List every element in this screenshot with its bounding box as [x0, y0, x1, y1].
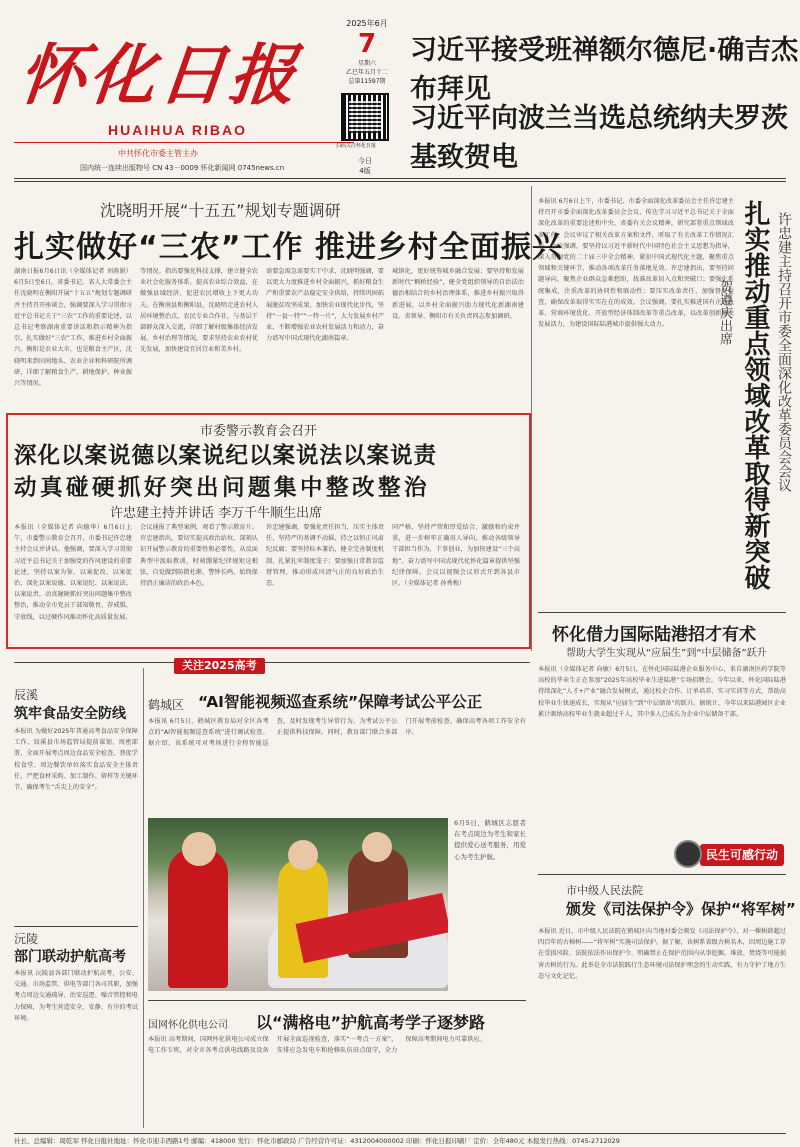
- date-year-month: 2025年6月: [346, 19, 388, 28]
- date-issue: 总第11597期: [348, 78, 386, 85]
- date-day: 7: [357, 29, 377, 59]
- qr-caption: 扫码关注怀化日报: [336, 143, 377, 149]
- date-lunar: 乙巳年五月十二: [345, 69, 388, 76]
- livelihood-badge: 民生可感行动: [700, 844, 784, 866]
- bottom-col-divider: [143, 668, 144, 1128]
- port-headline[interactable]: 怀化借力国际陆港招才有术: [552, 625, 756, 645]
- right-rule-2: [538, 874, 786, 875]
- boxed-headline-line2[interactable]: 动真碰硬抓好突出问题集中整改整治: [14, 475, 431, 501]
- boxed-subhead: 许忠建主持并讲话 李万千牛顺生出席: [110, 506, 323, 521]
- yuanling-headline[interactable]: 部门联动护航高考: [14, 949, 126, 965]
- page-count: 4版: [359, 167, 371, 175]
- port-body: 本报讯（全媒体记者 向敏）6月5日，在怀化国际陆港企业服务中心，来自湖南医药学院等高校的毕业生正在参加“2025年高校毕业生进陆港”专场招聘会。今年以来，怀化国际陆港持续深化“人才+产业”融合发展模式，通过校企合作、订单培养、实习实训等方式，帮助高校毕业生快速成长，实现从“应届生”到“中层储备”的跃升。据统计，今年以来陆港园区企业累计吸纳高校毕业生就业超过千人，其中多人已成长为企业中层储备干部。: [538, 666, 786, 718]
- masthead-cn: 国内统一连续出版物号 CN 43－0009 怀化新闻网 0745news.cn: [80, 164, 285, 172]
- chenxi-kicker: 辰溪: [14, 688, 39, 702]
- boxed-body-col4: 同严格，坚持严管和厚爱结合、激励和约束并重，进一步树牢正确用人导向，推动各级领导干部担当作为、干事创业，为加快建设“三个高地”、奋力谱写中国式现代化怀化篇章提供坚强纪律保障。会议以视频会议形式开到各县市区。（全媒体记者 孙秀梅）: [392, 524, 520, 588]
- gaokao-volunteer-photo: [148, 818, 448, 991]
- boxed-body-col2: 会议通报了典型案例，观看了警示教育片。许忠建指出，要切实提高政治站位，深刻认识开展警示教育的重要性和必要性，从反面典型中汲取教训，时刻绷紧纪律规矩这根弦，自觉做到防微杜渐、警钟长鸣，始终保持清正廉洁的政治本色。: [140, 524, 258, 588]
- hecheng-body: 本报讯 6月5日，鹤城区教育局对全区各考点的“AI智能视频巡查系统”进行调试检查。据介绍，该系统可对考场进行全程智能巡查，及时发现考生异常行为，为考试公平公正提供科技保障。同时，教育部门联合多部门开展考前检查，确保高考各项工作安全有序。: [148, 718, 526, 748]
- chenxi-body: 本报讯 为做好2025年普通高考食品安全保障工作，辰溪县市场监管局提前谋划、周密部署，全面开展考点周边食品安全检查，督促学校食堂、周边餐饮单位落实食品安全主体责任，严把食材采购、加工制作、留样等关键环节，确保考生“舌尖上的安全”。: [14, 728, 138, 792]
- masthead-pinyin: HUAIHUA RIBAO: [108, 122, 248, 138]
- lead-body-col2: 等情况。指出要强化科技支撑，建立健全农业社会化服务体系，提高农业综合效益，在做强县域经济、促进农民增收上下更大功夫。在衡南县和衡阳县，沈晓明走进农村人居环境整治点、农民专业合作社，与基层干部群众深入交流，详细了解村级集体经济发展、乡村治理等情况，要求坚持农业农村优先发展，加快建设宜居宜业和美乡村。: [140, 268, 258, 354]
- footer-imprint: 社长、总编辑：周乾军 怀化日报社地址：怀化市迎丰西路1号 邮编：418000 发行：怀化市邮政局 广告经营许可证：4312004000002 印刷：怀化日报印刷厂 定价：全年480元 本报发行热线：0745-2712029: [14, 1133, 786, 1145]
- masthead-rule-2: [14, 181, 786, 182]
- yuanling-body: 本报讯 沅陵县各部门联动护航高考，公安、交通、市场监管、供电等部门各司其职，加强考点周边交通疏导、治安巡逻、噪音管控和电力保障，为考生营造安全、安静、有序的考试环境。: [14, 970, 138, 1022]
- lead-headline[interactable]: 扎实做好“三农”工作 推进乡村全面振兴: [14, 230, 563, 265]
- reform-vertical-kicker: 许忠建主持召开市委全面深化改革委员会会议: [776, 212, 792, 492]
- lead-body-col3: 需要急需急需要实干中求，沈晓明强调，要以更大力度推进乡村全面振兴，抓好粮食生产和重要农产品稳定安全供给，持续巩固拓展脱贫攻坚成果，加快农业现代化步伐，坚持“一县一特”“一特一片”，大力发展乡村产业，不断增强农业农村发展活力和动力，奋力谱写中国式现代化湖南篇章。: [266, 268, 384, 343]
- masthead-divider: [14, 142, 354, 143]
- reform-body: 本报讯 6月6日上午，市委书记、市委全面深化改革委员会主任许忠建主持召开市委全面深化改革委员会会议，传达学习习近平总书记关于全面深化改革的重要论述和中央、省委有关会议精神，研究部署重点领域改革工作。会议审议了相关改革方案和文件，听取了有关改革工作情况汇报。会议强调，要坚持以习近平新时代中国特色社会主义思想为指导，深入贯彻党的二十届三中全会精神，紧扣中国式现代化主题，聚焦重点领域和关键环节，推动各项改革任务落地见效。许忠建指出，要坚持问题导向，聚焦企业群众急难愁盼，找准改革切入点和突破口；要强化系统集成，注重改革的协同性和联动性；要压实改革责任，加强督促检查，确保改革取得实实在在的成效。会议强调，要扎实推进国有企业改革、营商环境优化、开放型经济体制改革等重点改革，以改革创新激发发展活力，为建设国际陆港城市提供强大动力。: [538, 198, 734, 329]
- masthead-title: 怀化日报: [15, 36, 304, 114]
- court-kicker: 市中级人民法院: [566, 884, 643, 897]
- lead-kicker: 沈晓明开展“十五五”规划专题调研: [100, 201, 341, 220]
- column-divider: [531, 186, 532, 651]
- date-box: [338, 18, 396, 86]
- today-pages: [358, 156, 372, 176]
- left-rule: [14, 926, 138, 927]
- camera-icon: [674, 840, 702, 868]
- hecheng-headline[interactable]: “AI智能视频巡查系统”保障考试公平公正: [198, 693, 483, 711]
- qr-code-icon[interactable]: [343, 95, 387, 139]
- top-headline-1[interactable]: 习近平接受班禅额尔德尼·确吉杰布拜见: [410, 35, 799, 105]
- boxed-body-col3: 许忠建强调，要强化责任担当，压实主体责任，坚持严的基调不动摇，持之以恒正风肃纪反腐；要坚持标本兼治，健全完善制度机制，扎紧扎牢制度笼子；要加强日常教育监督管理，推动形成风清气正的良好政治生态。: [266, 524, 384, 588]
- reform-vertical-sub: 贺遵庆出席: [717, 280, 732, 345]
- right-rule-1: [538, 612, 786, 613]
- top-headline-2[interactable]: 习近平向波兰当选总统纳夫罗茨基致贺电: [410, 103, 788, 173]
- photo-caption: 6月5日，鹤城区志愿者在考点周边为考生和家长提供爱心送考服务，用爱心为考生护航。: [454, 819, 526, 861]
- today-label: 今日: [358, 157, 372, 165]
- court-body: 本报讯 近日，市中级人民法院在鹤城区向当地村委会颁发《司法保护令》，对一棵树龄超过四百年的古樟树——“将军树”实施司法保护。据了解，该树系省级古树名木，因周边施工存在受损风险，法院依法作出保护令，明确禁止在保护范围内从事挖掘、堆放、焚烧等可能损害古树的行为。此举是全市法院践行生态环境司法保护理念的生动实践，有力守护了地方生态与文化记忆。: [538, 928, 786, 980]
- boxed-kicker: 市委警示教育会召开: [200, 424, 318, 439]
- chenxi-headline[interactable]: 筑牢食品安全防线: [14, 706, 126, 722]
- court-headline[interactable]: 颁发《司法保护令》保护“将军树”: [566, 900, 796, 918]
- yuanling-kicker: 沅陵: [14, 932, 39, 946]
- reform-vertical-headline[interactable]: 扎实推动重点领域改革取得新突破: [740, 200, 770, 590]
- masthead-org: 中共怀化市委主管主办: [118, 149, 198, 158]
- grid-rule: [148, 1000, 526, 1001]
- gaokao-banner: 关注2025高考: [174, 658, 265, 674]
- grid-body: 本报讯 高考期间，国网怀化供电公司成立保电工作专班，对全市各考点供电线路及设备开展全面巡视检查，落实“一考点一方案”，安排应急发电车和抢修队伍驻点值守，全力保障高考期间电力可靠供应。: [148, 1036, 486, 1055]
- grid-headline[interactable]: 以“满格电”护航高考学子逐梦路: [256, 1013, 486, 1032]
- bottom-rule: [14, 662, 530, 663]
- masthead-rule: [14, 178, 786, 179]
- boxed-body-col1: 本报讯（全媒体记者 向德华）6月6日上午，市委警示教育会召开，市委书记许忠建主持会议并讲话。他强调，要深入学习贯彻习近平总书记关于加强党的作风建设的重要论述，坚持以案为鉴、以案促改、以案促治，深化以案说德、以案说纪、以案说法、以案说责，动真碰硬抓好突出问题集中整改整治，推动全市党员干部知敬畏、存戒惧、守底线，以过硬作风推动怀化高质量发展。: [14, 524, 132, 621]
- boxed-headline-line1[interactable]: 深化以案说德以案说纪以案说法以案说责: [14, 443, 438, 469]
- date-weekday: 星期六: [357, 60, 376, 67]
- hecheng-kicker: 鹤城区: [148, 698, 185, 712]
- port-subhead: 帮助大学生实现从“应届生”到“中层储备”跃升: [566, 648, 767, 659]
- photo-volunteer-red: [168, 848, 228, 988]
- grid-kicker: 国网怀化供电公司: [148, 1020, 228, 1031]
- lead-body-col1: 湖南日报6月6日讯（全媒体记者 刘燕娟）6月5日至6日，省委书记、省人大常委会主任沈晓明在衡阳开展“十五五”规划专题调研并主持召开座谈会，强调要深入学习贯彻习近平总书记关于“三农”工作的重要论述，以总书记考察湖南重要讲话和指示精神为指引，扎实做好“三农”工作，推进乡村全面振兴。衡阳是农业大市，也是粮食主产区，沈晓明来到田间地头、农业企业和科研院所调研，详细了解粮食生产、耕地保护、种业振兴等情况。: [14, 268, 132, 388]
- lead-body-col4: 城镇化，更好统筹城乡融合发展；要坚持和发展新时代“枫桥经验”，健全党组织领导的自治法治德治相结合的乡村治理体系，推进乡村振兴取得新进展，以乡村全面振兴助力现代化新湖南建设。省领导、衡阳市有关负责同志参加调研。: [392, 268, 524, 320]
